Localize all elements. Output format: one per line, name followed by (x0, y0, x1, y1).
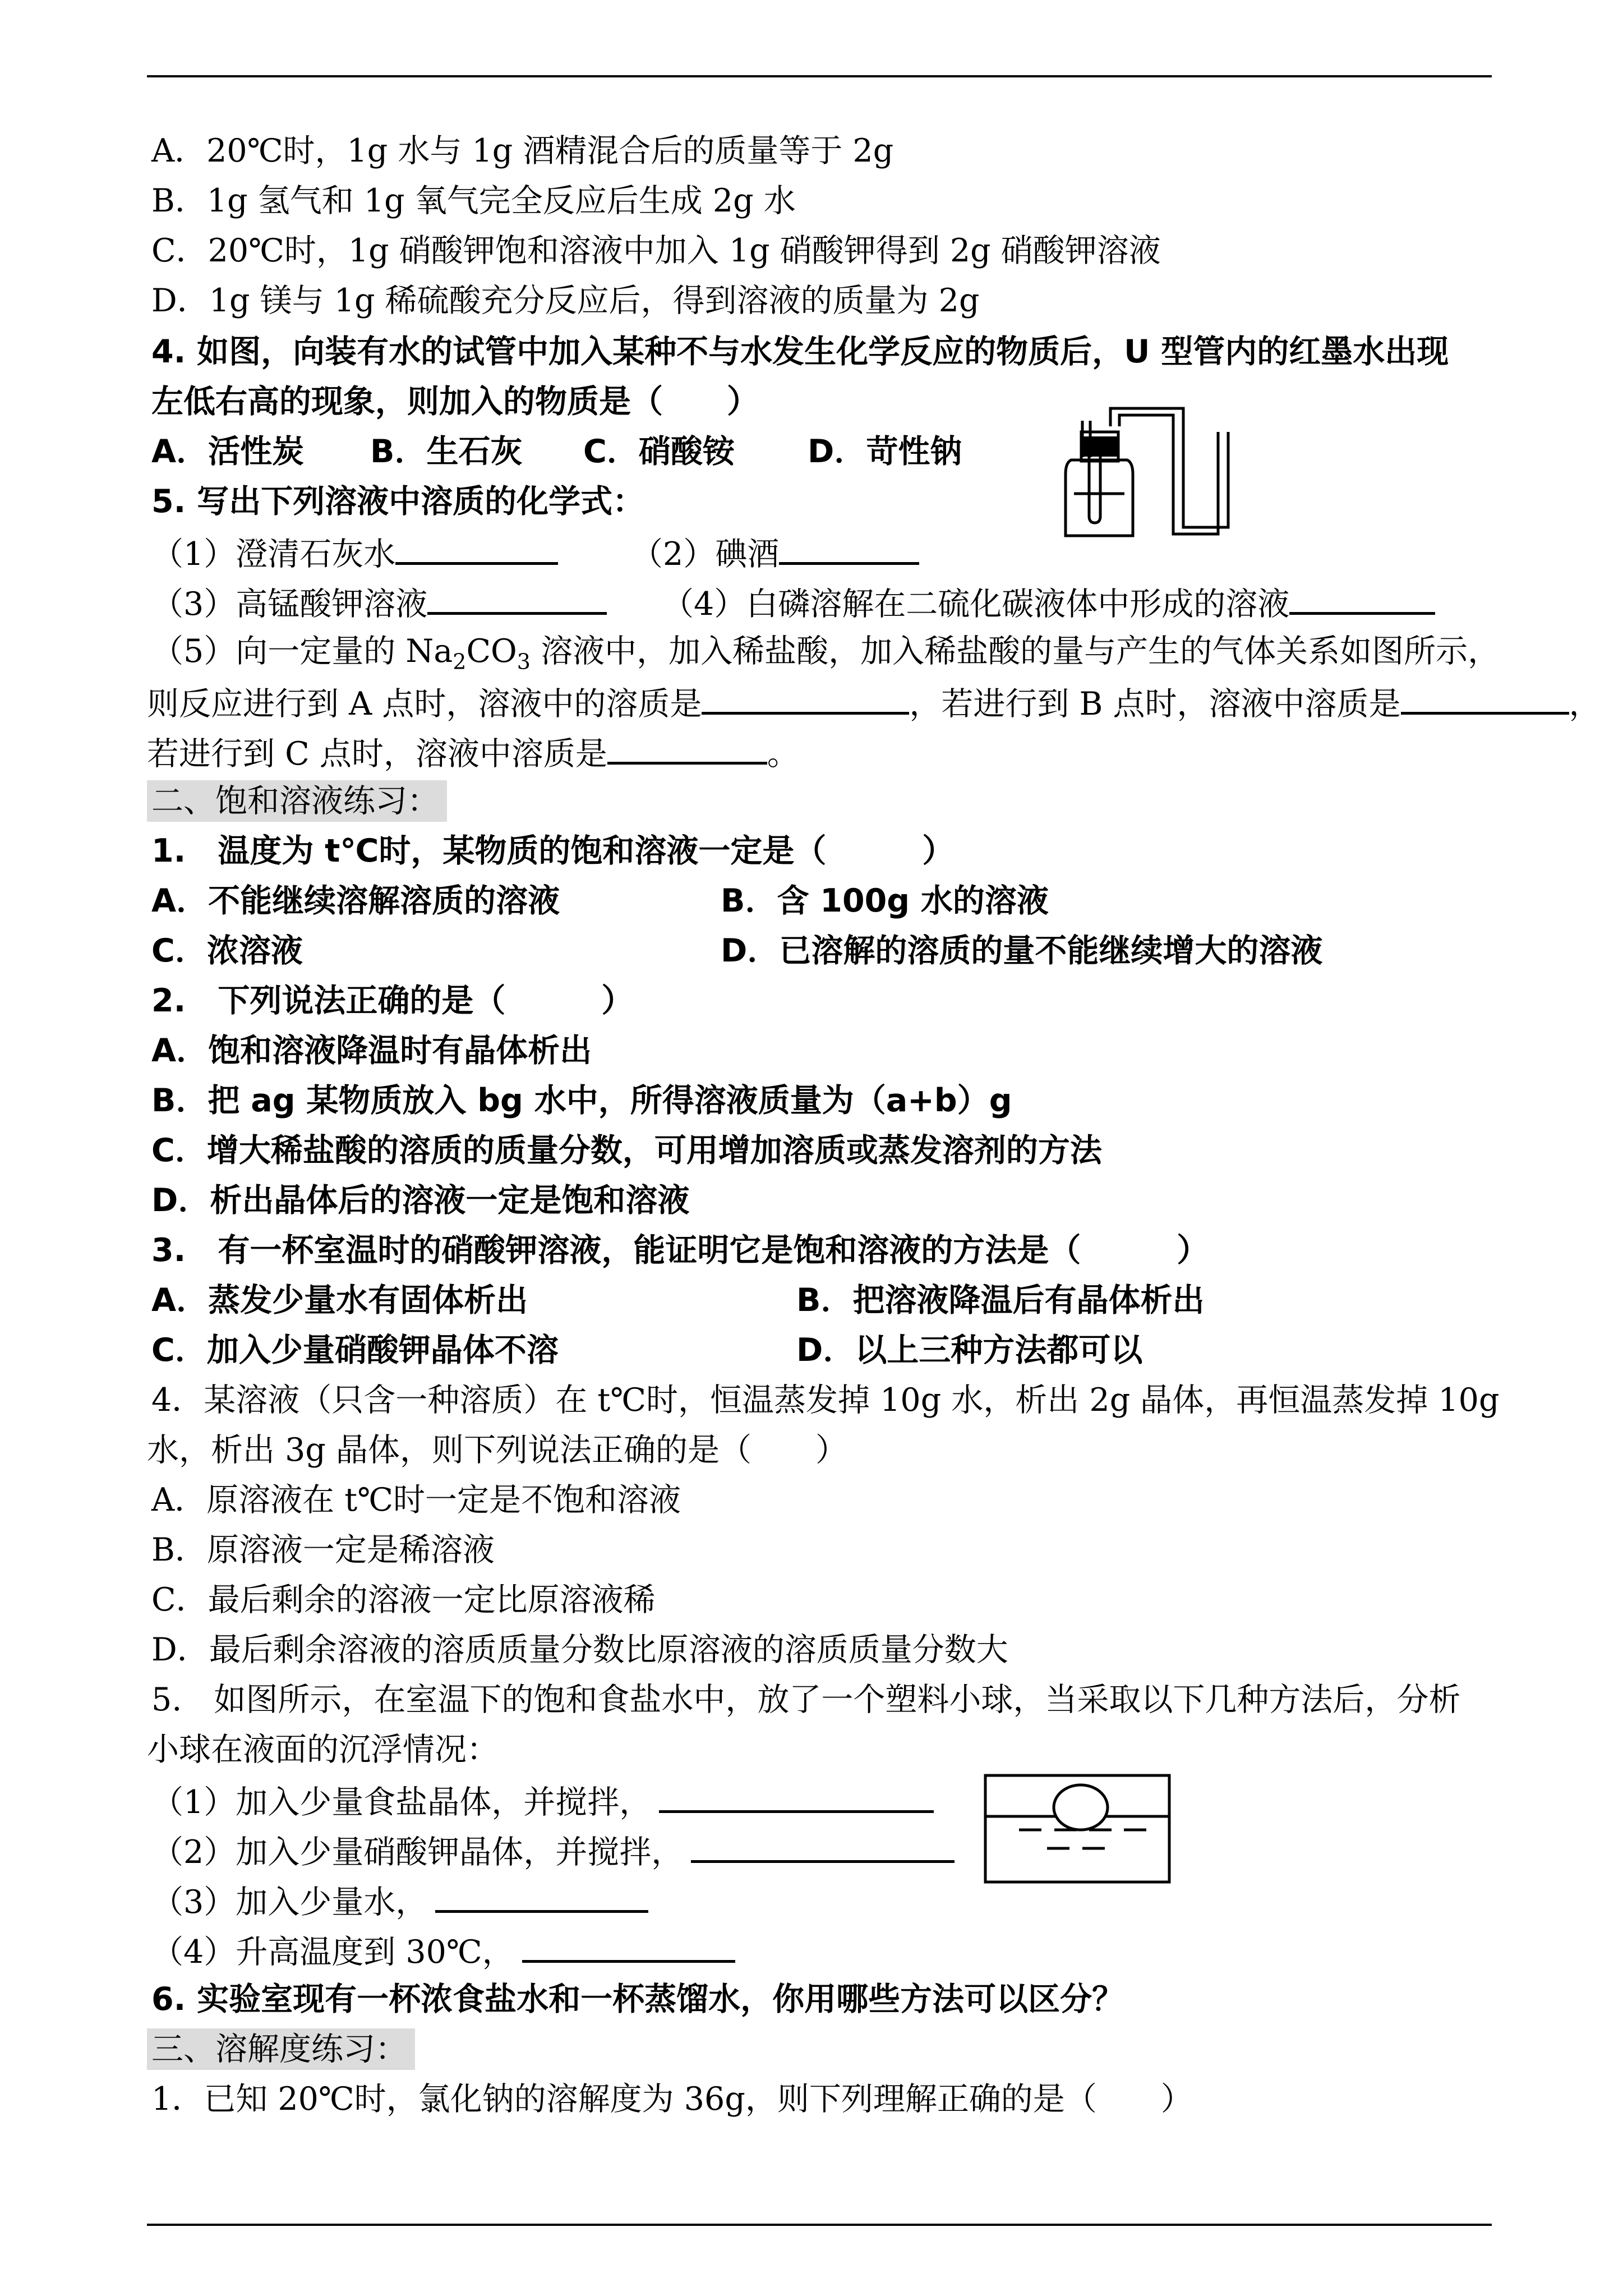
s2-q2-option-b: B．把 ag 某物质放入 bg 水中，所得溶液质量为（a+b）g (151, 1082, 1012, 1119)
section-title-saturated: 二、饱和溶液练习： (147, 780, 447, 822)
s2-q4-option-b: B．原溶液一定是稀溶液 (151, 1531, 495, 1568)
s2-q5-stem-line1: 5. 如图所示，在室温下的饱和食盐水中，放了一个塑料小球，当采取以下几种方法后，分析 (151, 1681, 1461, 1718)
q4-option-b: B．生石灰 (370, 433, 523, 470)
s2-q4-stem-line2: 水，析出 3g 晶体，则下列说法正确的是（ ） (147, 1432, 847, 1469)
q4-option-a: A．活性炭 (151, 433, 305, 470)
s2-q3-option-a: A．蒸发少量水有固体析出 (151, 1282, 528, 1319)
q5-point-c-blank[interactable] (607, 730, 767, 765)
s2-q1-stem: 1. 温度为 t℃时，某物质的饱和溶液一定是（ ） (151, 832, 955, 869)
s2-q2-stem: 2. 下列说法正确的是（ ） (151, 982, 634, 1019)
q5-item5-line1: （5）向一定量的 $Na_2CO_3$ 溶液中，加入稀盐酸，加入稀盐酸的量与产生的气体关系如图所示， (151, 633, 1500, 674)
q5-point-b-blank[interactable] (1401, 680, 1569, 715)
q5-item3-label: （3）高锰酸钾溶液 (151, 586, 428, 623)
q5-item2-blank[interactable] (779, 531, 919, 565)
s2-q4-option-c: C．最后剩余的溶液一定比原溶液稀 (151, 1581, 656, 1618)
q5-stem: 5. 写出下列溶液中溶质的化学式： (151, 483, 645, 520)
s2-q3-option-b: B．把溶液降温后有晶体析出 (796, 1282, 1205, 1319)
q4-option-c: C．硝酸铵 (583, 433, 735, 470)
header-rule (147, 75, 1492, 77)
q5-item4-label: （4）白磷溶解在二硫化碳液体中形成的溶液 (662, 586, 1290, 623)
section-title-solubility: 三、溶解度练习： (147, 2028, 415, 2070)
s2-q2-option-a: A．饱和溶液降温时有晶体析出 (151, 1032, 592, 1069)
q5-item1-label: （1）澄清石灰水 (151, 536, 396, 573)
q3-option-c: C．20℃时，1g 硝酸钾饱和溶液中加入 1g 硝酸钾得到 2g 硝酸钾溶液 (151, 232, 1161, 269)
s2-q3-option-d: D．以上三种方法都可以 (796, 1332, 1143, 1369)
s2-q1-option-c: C．浓溶液 (151, 932, 303, 969)
q5-item5-line2: 则反应进行到 A 点时，溶液中的溶质是 ，若进行到 B 点时，溶液中溶质是 ， (147, 680, 1601, 725)
q4-option-d: D．苛性钠 (808, 433, 962, 470)
s2-q6-stem: 6. 实验室现有一杯浓食盐水和一杯蒸馏水，你用哪些方法可以区分？ (151, 1981, 1124, 2018)
q5-item1-blank[interactable] (395, 531, 558, 565)
s2-q5-item3-blank[interactable] (435, 1879, 648, 1913)
q4-stem-line1: 4. 如图，向装有水的试管中加入某种不与水发生化学反应的物质后，U 型管内的红墨水出现 (151, 333, 1449, 370)
s2-q1-option-d: D．已溶解的溶质的量不能继续增大的溶液 (721, 932, 1323, 969)
s2-q5-item1-label: （1）加入少量食盐晶体，并搅拌， (151, 1784, 652, 1821)
s2-q3-option-c: C．加入少量硝酸钾晶体不溶 (151, 1332, 559, 1369)
s2-q2-option-d: D．析出晶体后的溶液一定是饱和溶液 (151, 1182, 690, 1219)
q4-stem-line2: 左低右高的现象，则加入的物质是（ ） (151, 383, 759, 420)
s2-q1-option-b: B．含 100g 水的溶液 (721, 882, 1049, 919)
q5-item5-line3: 若进行到 C 点时，溶液中溶质是 。 (147, 730, 799, 775)
s2-q4-option-d: D．最后剩余溶液的溶质质量分数比原溶液的溶质质量分数大 (151, 1631, 1008, 1668)
q3-option-a: A．20℃时，1g 水与 1g 酒精混合后的质量等于 2g (151, 132, 894, 169)
q5-item4-blank[interactable] (1289, 581, 1435, 615)
footer-rule (147, 2224, 1492, 2226)
s2-q5-item2-blank[interactable] (691, 1829, 955, 1863)
q5-point-a-blank[interactable] (702, 680, 909, 715)
s2-q4-option-a: A．原溶液在 t℃时一定是不饱和溶液 (151, 1481, 681, 1519)
s2-q1-option-a: A．不能继续溶解溶质的溶液 (151, 882, 560, 919)
s2-q5-item4-blank[interactable] (522, 1929, 735, 1963)
s2-q5-item1-blank[interactable] (659, 1779, 934, 1813)
q5-item3-blank[interactable] (427, 581, 607, 615)
s2-q2-option-c: C．增大稀盐酸的溶质的质量分数，可用增加溶质或蒸发溶剂的方法 (151, 1132, 1102, 1169)
s2-q5-item3-label: （3）加入少量水， (151, 1884, 428, 1921)
q5-item2-label: （2）碘酒 (631, 536, 780, 573)
q3-option-d: D．1g 镁与 1g 稀硫酸充分反应后，得到溶液的质量为 2g (151, 282, 980, 319)
s2-q4-stem-line1: 4．某溶液（只含一种溶质）在 t℃时，恒温蒸发掉 10g 水，析出 2g 晶体，再恒温蒸发掉 10g (151, 1382, 1500, 1419)
s2-q5-item4-label: （4）升高温度到 30℃， (151, 1934, 514, 1971)
bottle-u-tube-figure (1054, 393, 1234, 544)
floating-ball-figure (983, 1773, 1173, 1885)
s2-q5-stem-line2: 小球在液面的沉浮情况： (147, 1731, 499, 1768)
s2-q3-stem: 3. 有一杯室温时的硝酸钾溶液，能证明它是饱和溶液的方法是（ ） (151, 1232, 1209, 1269)
s2-q5-item2-label: （2）加入少量硝酸钾晶体，并搅拌， (151, 1834, 684, 1871)
q3-option-b: B．1g 氢气和 1g 氧气完全反应后生成 2g 水 (151, 182, 796, 219)
s3-q1-stem: 1．已知 20℃时，氯化钠的溶解度为 36g，则下列理解正确的是（ ） (151, 2081, 1193, 2118)
